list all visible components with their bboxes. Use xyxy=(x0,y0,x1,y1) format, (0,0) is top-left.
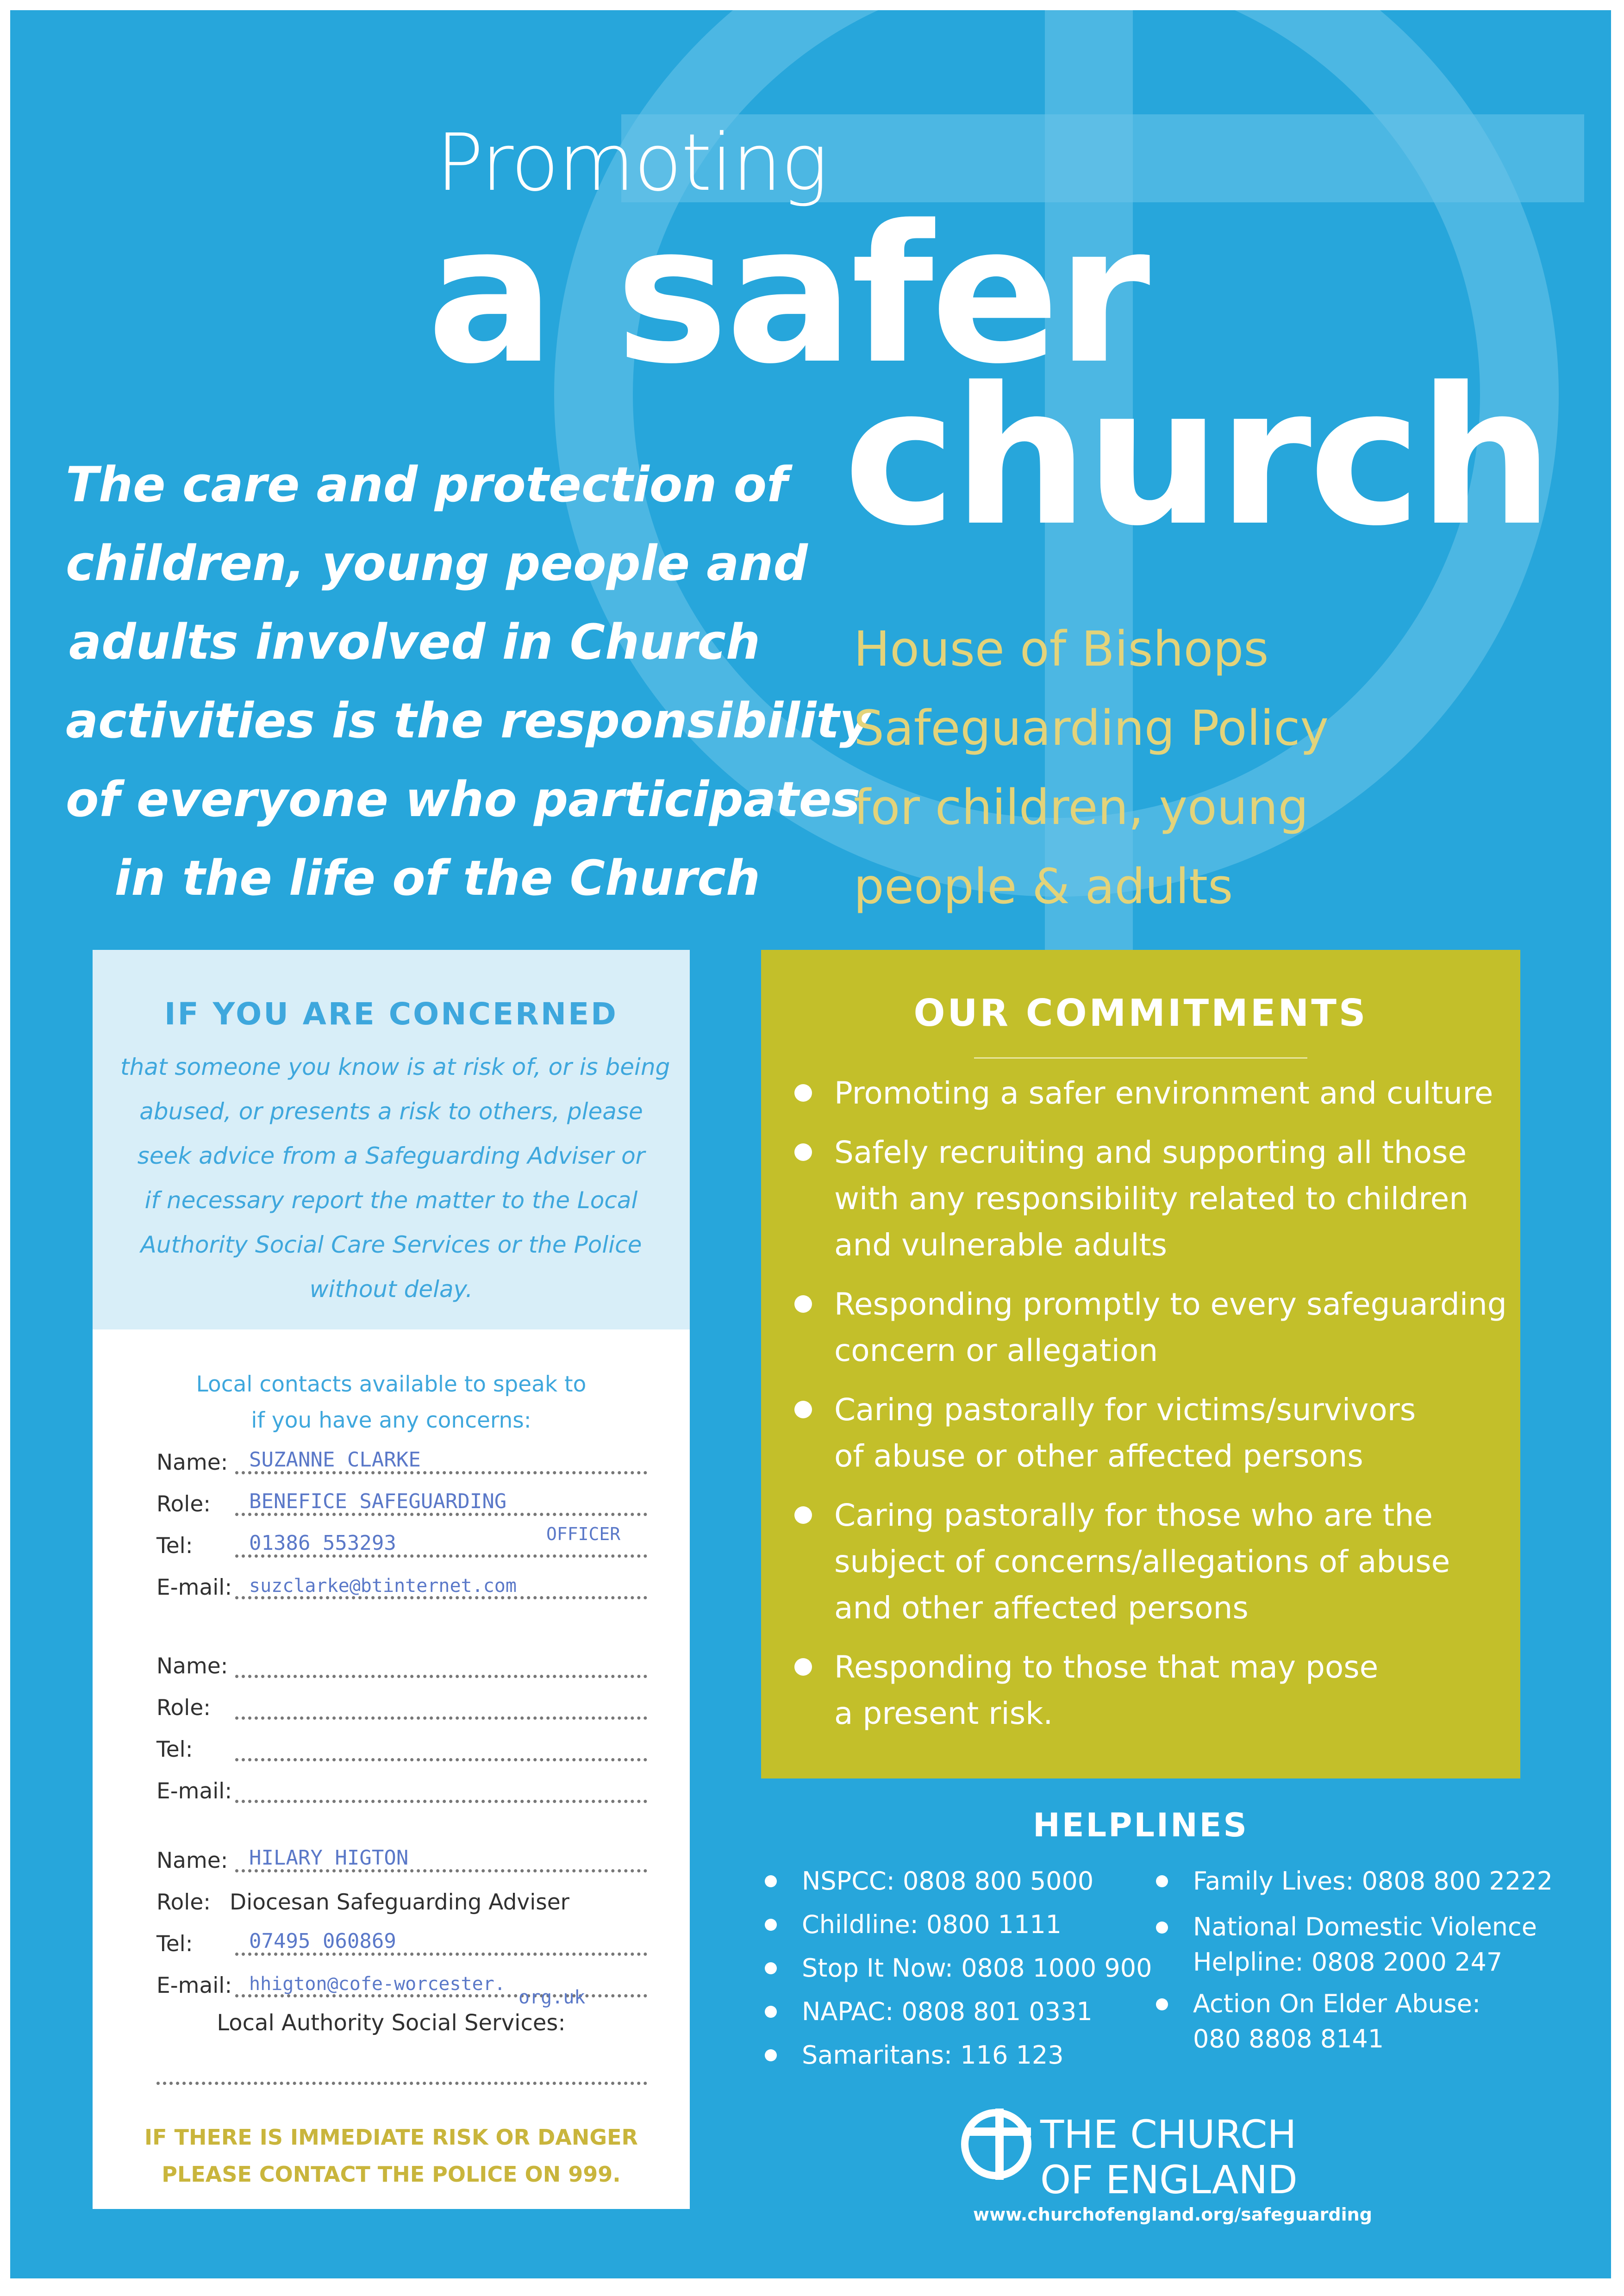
role-label: Role: xyxy=(156,1491,211,1517)
commitment-line: and vulnerable adults xyxy=(834,1227,1167,1263)
helpline-text: Stop It Now: 0808 1000 900 xyxy=(802,1953,1152,1983)
bullet-icon xyxy=(794,1658,812,1676)
tel-label: Tel: xyxy=(156,1533,193,1559)
contact-3-name-row xyxy=(156,1846,647,1873)
fill-line xyxy=(235,1513,647,1516)
helpline-item xyxy=(1142,1909,1553,1980)
contact-3-role-row xyxy=(156,1887,647,1915)
bullet-icon xyxy=(794,1084,812,1102)
intro-line: children, young people and xyxy=(66,535,808,592)
name-label: Name: xyxy=(156,1848,228,1873)
commitment-line: and other affected persons xyxy=(834,1590,1249,1626)
commitment-item xyxy=(783,1387,1505,1479)
intro-line: activities is the responsibility xyxy=(66,693,871,749)
divider xyxy=(974,1057,1307,1059)
commitment-line: Promoting a safer environment and culture xyxy=(834,1075,1493,1111)
commitment-line: a present risk. xyxy=(834,1696,1053,1731)
contact-3-name: HILARY HIGTON xyxy=(249,1846,409,1870)
bullet-icon xyxy=(794,1295,812,1313)
helpline-item xyxy=(751,1947,1152,1990)
helpline-text: Childline: 0800 1111 xyxy=(802,1910,1062,1939)
intro-line: of everyone who participates xyxy=(66,771,861,828)
policy-subtitle xyxy=(854,610,1329,926)
concern-heading: IF YOU ARE CONCERNED xyxy=(164,996,618,1032)
fill-line xyxy=(235,1994,647,1997)
fill-line xyxy=(235,1596,647,1599)
policy-line: House of Bishops xyxy=(854,621,1269,677)
helplines-left-list xyxy=(751,1859,1152,2077)
name-label: Name: xyxy=(156,1450,228,1475)
contact-3-tel: 07495 060869 xyxy=(249,1929,396,1953)
fill-line xyxy=(235,1716,647,1720)
contact-3-role: Diocesan Safeguarding Adviser xyxy=(230,1890,570,1915)
email-label: E-mail: xyxy=(156,1778,232,1804)
helpline-text: National Domestic Violence xyxy=(1193,1912,1537,1941)
contact-1-tel-row xyxy=(156,1531,647,1559)
concern-text-line: Authority Social Care Services or the Police xyxy=(140,1231,642,1258)
bullet-icon xyxy=(1156,1875,1168,1887)
concern-text-line: if necessary report the matter to the Local xyxy=(144,1187,638,1214)
helpline-item xyxy=(1142,1986,1553,2057)
title-church: church xyxy=(843,346,1551,568)
helpline-text: NAPAC: 0808 801 0331 xyxy=(802,1997,1093,2026)
commitment-item xyxy=(783,1281,1505,1374)
contact-1-tel: 01386 553293 xyxy=(249,1531,396,1555)
contact-2-tel-row xyxy=(156,1734,647,1762)
fill-line xyxy=(235,1758,647,1761)
helpline-text: 080 8808 8141 xyxy=(1193,2024,1384,2053)
bullet-icon xyxy=(765,2049,777,2061)
commitment-line: subject of concerns/allegations of abuse xyxy=(834,1544,1450,1579)
emergency-notice xyxy=(93,2119,690,2193)
commitment-line: Safely recruiting and supporting all those xyxy=(834,1135,1467,1170)
contact-1-email-row xyxy=(156,1572,647,1600)
helpline-item xyxy=(751,2034,1152,2077)
commitment-item xyxy=(783,1070,1505,1117)
commitment-item xyxy=(783,1129,1505,1268)
org-name-line: OF ENGLAND xyxy=(1040,2157,1298,2202)
helplines-heading: HELPLINES xyxy=(1033,1806,1249,1844)
tel-label: Tel: xyxy=(156,1931,193,1957)
bullet-icon xyxy=(794,1506,812,1524)
contact-1-role: BENEFICE SAFEGUARDING xyxy=(249,1490,507,1513)
safeguarding-url[interactable]: www.churchofengland.org/safeguarding xyxy=(973,2204,1372,2225)
contact-1-name-row xyxy=(156,1447,647,1475)
concern-text-line: abused, or presents a risk to others, please xyxy=(139,1098,643,1125)
church-of-england-wordmark xyxy=(1040,2112,1298,2202)
commitment-line: Caring pastorally for those who are the xyxy=(834,1497,1433,1533)
org-name-line: THE CHURCH xyxy=(1040,2112,1297,2157)
commitment-line: Responding to those that may pose xyxy=(834,1649,1379,1685)
contact-2-role-row xyxy=(156,1693,647,1721)
bullet-icon xyxy=(765,1962,777,1974)
commitments-list xyxy=(783,1070,1505,1750)
commitments-heading: OUR COMMITMENTS xyxy=(913,992,1368,1035)
contacts-intro xyxy=(93,1366,690,1439)
emergency-line: PLEASE CONTACT THE POLICE ON 999. xyxy=(162,2162,621,2187)
policy-line: Safeguarding Policy xyxy=(854,700,1329,756)
fill-line xyxy=(235,1869,647,1872)
helpline-text: Helpline: 0808 2000 247 xyxy=(1193,1947,1503,1977)
intro-statement xyxy=(66,445,871,917)
helpline-item xyxy=(751,1903,1152,1947)
fill-line xyxy=(235,1554,647,1558)
fill-line xyxy=(235,1675,647,1678)
fill-line xyxy=(235,1800,647,1803)
bullet-icon xyxy=(794,1143,812,1161)
church-of-england-logo-icon xyxy=(957,2105,1036,2184)
emergency-line: IF THERE IS IMMEDIATE RISK OR DANGER xyxy=(144,2125,638,2150)
title-promoting: Promoting xyxy=(436,117,827,209)
helpline-item xyxy=(751,1990,1152,2034)
concern-text xyxy=(120,1045,670,1311)
contact-1-name: SUZANNE CLARKE xyxy=(249,1448,421,1472)
helpline-text: Samaritans: 116 123 xyxy=(802,2040,1064,2070)
bullet-icon xyxy=(765,1919,777,1931)
helpline-item xyxy=(751,1859,1152,1903)
commitment-item xyxy=(783,1492,1505,1631)
concern-text-line: seek advice from a Safeguarding Adviser or xyxy=(137,1142,645,1169)
commitment-line: Responding promptly to every safeguarding xyxy=(834,1286,1507,1322)
title-a-safer: a safer xyxy=(427,184,1148,406)
commitment-line: Caring pastorally for victims/survivors xyxy=(834,1392,1416,1428)
contact-3-email: hhigton@cofe-worcester. xyxy=(249,1973,506,1995)
fill-line xyxy=(235,1471,647,1474)
commitment-line: concern or allegation xyxy=(834,1333,1158,1368)
helpline-text: Action On Elder Abuse: xyxy=(1193,1989,1481,2018)
bullet-icon xyxy=(1156,1998,1168,2010)
intro-line: in the life of the Church xyxy=(114,850,760,906)
contact-2-email-row xyxy=(156,1776,647,1804)
contact-1-role-row xyxy=(156,1489,647,1517)
email-label: E-mail: xyxy=(156,1575,232,1600)
commitment-line: with any responsibility related to children xyxy=(834,1181,1469,1217)
role-label: Role: xyxy=(156,1695,211,1721)
contact-1-email: suzclarke@btinternet.com xyxy=(249,1575,517,1597)
helpline-item xyxy=(1142,1859,1553,1903)
policy-line: for children, young xyxy=(854,779,1309,836)
concern-panel xyxy=(93,950,690,2209)
bullet-icon xyxy=(765,2006,777,2018)
role-label: Role: xyxy=(156,1890,211,1915)
email-label: E-mail: xyxy=(156,1973,232,1998)
contacts-intro-line: if you have any concerns: xyxy=(251,1408,531,1433)
intro-line: adults involved in Church xyxy=(69,614,760,670)
contacts-intro-line: Local contacts available to speak to xyxy=(196,1372,587,1397)
contact-3-email-cont: org.uk xyxy=(518,1987,586,2008)
contact-1-role-cont: OFFICER xyxy=(546,1524,621,1544)
concern-text-line: without delay. xyxy=(309,1276,473,1303)
bullet-icon xyxy=(1156,1922,1168,1934)
fill-line xyxy=(235,1953,647,1956)
local-authority-fill-line xyxy=(156,2082,647,2085)
policy-line: people & adults xyxy=(854,858,1233,915)
helpline-text: NSPCC: 0808 800 5000 xyxy=(802,1866,1094,1896)
commitment-item xyxy=(783,1644,1505,1737)
commitments-panel xyxy=(761,950,1520,1778)
name-label: Name: xyxy=(156,1653,228,1679)
commitment-line: of abuse or other affected persons xyxy=(834,1438,1363,1474)
contact-3-tel-row xyxy=(156,1929,647,1957)
poster xyxy=(10,10,1611,2278)
bullet-icon xyxy=(794,1401,812,1418)
intro-line: The care and protection of xyxy=(66,456,788,513)
helplines-right-list xyxy=(1142,1859,1553,2063)
concern-text-line: that someone you know is at risk of, or is being xyxy=(120,1054,670,1080)
tel-label: Tel: xyxy=(156,1737,193,1762)
bullet-icon xyxy=(765,1875,777,1887)
contact-2-name-row xyxy=(156,1651,647,1679)
helpline-text: Family Lives: 0808 800 2222 xyxy=(1193,1866,1553,1896)
local-authority-label: Local Authority Social Services: xyxy=(217,2010,566,2036)
